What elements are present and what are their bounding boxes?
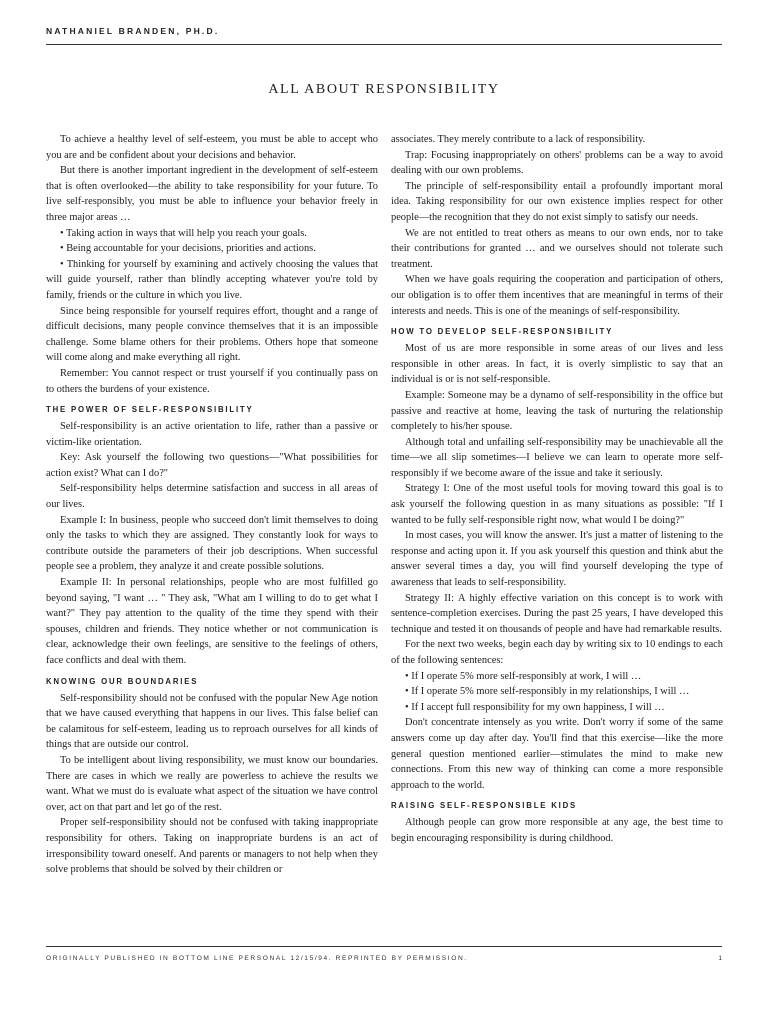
paragraph: Example I: In business, people who succeed don't limit themselves to doing only the tasks to which they are assigned. They constantly look for ways to contribute outside the parameters of their job descriptions. When successful people see a problem, they analyze it and create possible solutions. (46, 514, 378, 573)
article-title: ALL ABOUT RESPONSIBILITY (268, 82, 500, 97)
paragraph: Remember: You cannot respect or trust yourself if you continually pass on to others the burdens of your existence. (46, 367, 378, 395)
bullet-item: • If I accept full responsibility for my own happiness, I will … (405, 701, 665, 713)
bullet-item: • If I operate 5% more self-responsibly in my relationships, I will … (405, 686, 690, 698)
paragraph: Since being responsible for yourself requires effort, thought and a range of difficult decisions, many people convince themselves that it is an impossible challenge. Some blame others for their problems. Others hope that someone will come along and make everything all right. (46, 305, 378, 364)
paragraph: But there is another important ingredient in the development of self-esteem that is often overlooked—the ability to take responsibility for your future. To live self-responsibly, you must be able to influence your behavior freely in three major areas … (46, 165, 378, 223)
paragraph: Example: Someone may be a dynamo of self-responsibility in the office but passive and reactive at home, leaving the task of nurturing the relationship completely to his/her spouse. (391, 389, 723, 433)
section-heading: THE POWER OF SELF-RESPONSIBILITY (46, 405, 254, 415)
paragraph: For the next two weeks, begin each day by writing six to 10 endings to each of the following sentences: (391, 639, 723, 666)
section-heading: HOW TO DEVELOP SELF-RESPONSIBILITY (391, 327, 614, 337)
paragraph: Example II: In personal relationships, people who are most fulfilled go beyond saying, "I want … " They ask, "What am I willing to do to get what I want?" They pay attention to the quality of the time they spend with their spouses, children and friends. They notice whether or not communication is clear, acknowledge their own feelings, are sensitive to the feelings of others, face conflicts and deal with them. (46, 577, 378, 666)
publication-credit: ORIGINALLY PUBLISHED IN BOTTOM LINE PERSONAL 12/15/94. REPRINTED BY PERMISSION. (46, 955, 468, 962)
paragraph: To achieve a healthy level of self-esteem, you must be able to accept who you are and be confident about your decisions and behavior. (46, 134, 378, 161)
header-divider (46, 44, 722, 45)
paragraph: Most of us are more responsible in some areas of our lives and less responsible in other areas. In fact, it is overly simplistic to say that an individual is or is not self-responsible. (391, 343, 723, 386)
paragraph: Although people can grow more responsible at any age, the best time to begin encouraging responsibility is during childhood. (391, 817, 723, 844)
paragraph: Strategy II: A highly effective variation on this concept is to work with sentence-completion exercises. During the past 25 years, I have developed this technique and tested it on thousands of people and have had remarkable results. (391, 592, 723, 635)
paragraph: Self-responsibility is an active orientation to life, rather than a passive or victim-like orientation. (46, 421, 378, 448)
bullet-item: • Being accountable for your decisions, priorities and actions. (60, 243, 316, 255)
left-column (46, 132, 378, 878)
paragraph: Don't concentrate intensely as you write. Don't worry if some of the same answers come up day after day. You'll find that this exercise—like the more general question mentioned earlier—stimulates the mind to make new connections. From this new way of thinking can come a more responsible approach to the world. (391, 717, 723, 791)
section-heading: RAISING SELF-RESPONSIBLE KIDS (391, 801, 578, 811)
section-heading: KNOWING OUR BOUNDARIES (46, 676, 199, 686)
paragraph: associates. They merely contribute to a lack of responsibility. (391, 134, 646, 145)
page-number: 1 (718, 955, 722, 962)
bullet-item: • If I operate 5% more self-responsibly at work, I will … (405, 670, 642, 682)
bullet-item: • Thinking for yourself by examining and actively choosing the values that will guide yourself, rather than blindly accepting whatever you're told by family, friends or the culture in which you live. (46, 258, 378, 301)
paragraph: Self-responsibility should not be confused with the popular New Age notion that we have caused everything that happens in our lives. This false belief can be calamitous for self-esteem, leading us to reproach ourselves for all kinds of things that are outside our control. (46, 692, 378, 751)
paragraph: Trap: Focusing inappropriately on others' problems can be a way to avoid dealing with our own problems. (391, 149, 723, 177)
paragraph: Proper self-responsibility should not be confused with taking inappropriate responsibility for others. Taking on inappropriate burdens is an act of irresponsibility toward oneself. And parents or managers to not help when they solve problems that should be solved by their children or (46, 817, 378, 876)
paragraph: Although total and unfailing self-responsibility may be unachievable all the time—we all slip sometimes—I believe we can learn to operate more self-responsibly if we become aware of the issue and take it seriously. (391, 436, 723, 479)
paragraph: The principle of self-responsibility entail a profoundly important moral idea. Taking responsibility for our own existence implies respect for other people—the recognition that they do not exist simply to satisfy our needs. (391, 180, 723, 223)
paragraph: Key: Ask yourself the following two questions—"What possibilities for action exist? What can I do?" (46, 452, 378, 479)
author-header: NATHANIEL BRANDEN, PH.D. (46, 26, 220, 36)
bullet-item: • Taking action in ways that will help you reach your goals. (60, 227, 307, 239)
paragraph: We are not entitled to treat others as means to our own ends, nor to take their contributions for granted … and we ourselves should not tolerate such treatment. (391, 227, 723, 270)
paragraph: To be intelligent about living responsibility, we must know our boundaries. There are cases in which we really are powerless to achieve the results we want. What we must do is evaluate what aspect of the situation we have control over, act on that part and let go of the rest. (46, 754, 378, 813)
footer-divider (46, 946, 722, 947)
paragraph: When we have goals requiring the cooperation and participation of others, our obligation is to offer them incentives that are meaningful in terms of their interests and needs. This is one of the meanings of self-responsibility. (391, 274, 723, 317)
paragraph: In most cases, you will know the answer. It's just a matter of listening to the response and acting upon it. If you ask yourself this question and think abut the answer several times a day, you will find yourself developing the type of awareness that leads to self-responsibility. (391, 530, 723, 589)
right-column (391, 132, 723, 847)
paragraph: Self-responsibility helps determine satisfaction and success in all areas of our lives. (46, 483, 378, 511)
paragraph: Strategy I: One of the most useful tools for moving toward this goal is to ask yourself the following question in as many situations as possible: "If I wanted to be fully self-responsible right now, what would I be doing?" (391, 483, 723, 526)
